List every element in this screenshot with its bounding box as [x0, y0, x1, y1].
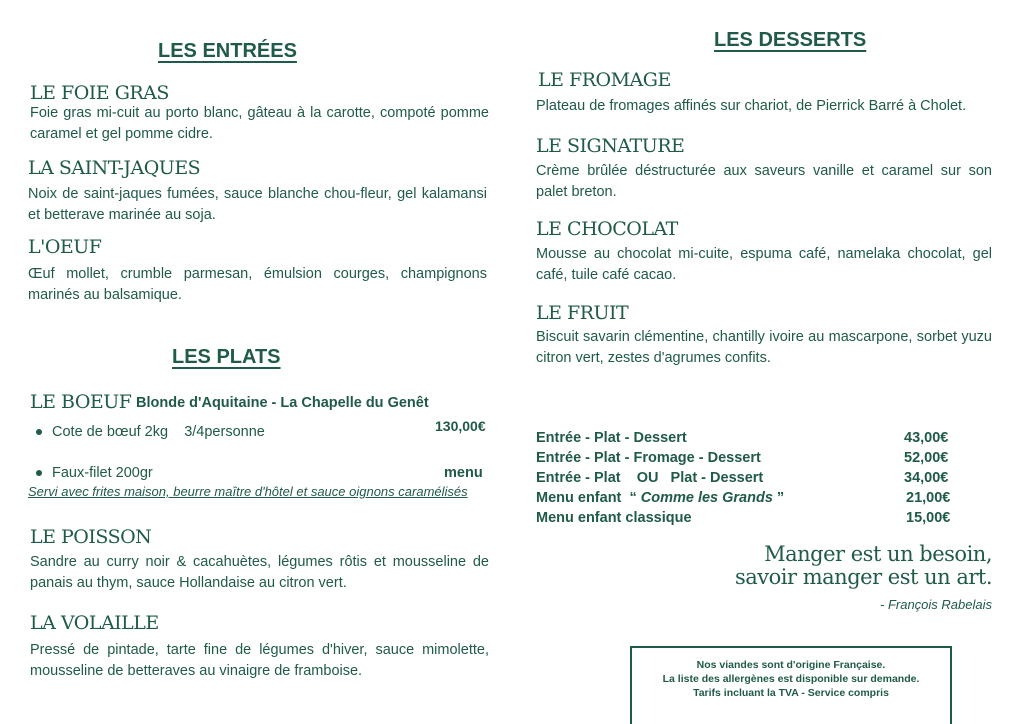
formula-price-4: 21,00€	[906, 490, 951, 506]
boeuf-served-with: Servi avec frites maison, beurre maître d'hôtel et sauce oignons caramélisés	[28, 484, 468, 499]
formula-label-1: Entrée - Plat - Dessert	[536, 430, 687, 446]
dish-title-saint-jaques: LA SAINT-JAQUES	[28, 157, 201, 179]
entrees-title: LES ENTRÉES	[158, 40, 297, 62]
quote-line-1: Manger est un besoin,	[764, 542, 992, 566]
dish-desc-saint-jaques: Noix de saint-jaques fumées, sauce blanche chou-fleur, gel kalamansi et betterave marinée au soja.	[28, 186, 487, 223]
quote-line-2: savoir manger est un art.	[735, 565, 992, 589]
boeuf-cut-1-portion: 3/4personne	[184, 424, 265, 440]
bullet-dot	[36, 470, 42, 476]
dish-title-signature: LE SIGNATURE	[536, 135, 685, 157]
formula-price-5: 15,00€	[906, 510, 951, 526]
dish-desc-foie-gras: Foie gras mi-cuit au porto blanc, gâteau à la carotte, compoté pomme caramel et gel pomme cidre.	[30, 105, 489, 142]
dish-title-oeuf: L'OEUF	[28, 236, 102, 258]
dish-title-boeuf: LE BOEUF	[30, 391, 132, 413]
bullet-dot	[36, 429, 42, 435]
info-line-3: Tarifs incluant la TVA - Service compris	[693, 687, 889, 699]
info-line-2: La liste des allergènes est disponible sur demande.	[662, 673, 920, 685]
formula-label-4-suffix: ”	[772, 490, 785, 506]
dish-desc-oeuf: Œuf mollet, crumble parmesan, émulsion courges, champignons marinés au balsamique.	[28, 266, 487, 303]
formula-price-1: 43,00€	[904, 430, 949, 446]
boeuf-cut-1-label: Cote de bœuf 2kg	[52, 424, 169, 440]
boeuf-cut-2-note: menu	[444, 465, 483, 481]
quote-author: - François Rabelais	[880, 597, 992, 612]
desserts-title: LES DESSERTS	[714, 29, 867, 51]
dish-desc-fruit: Biscuit savarin clémentine, chantilly ivoire au mascarpone, sorbet yuzu citron vert, zestes d'agrumes confits.	[536, 329, 992, 366]
formula-price-3: 34,00€	[904, 470, 949, 486]
dish-title-volaille: LA VOLAILLE	[30, 612, 159, 634]
dish-title-poisson: LE POISSON	[30, 526, 152, 548]
dish-title-foie-gras: LE FOIE GRAS	[30, 82, 169, 104]
formula-label-3: Entrée - Plat OU Plat - Dessert	[536, 470, 764, 486]
boeuf-cut-2	[36, 465, 153, 481]
dish-desc-volaille: Pressé de pintade, tarte fine de légumes d'hiver, sauce mimolette, mousseline de betteraves au vinaigre de framboise.	[30, 642, 489, 679]
plats-title: LES PLATS	[172, 346, 281, 368]
boeuf-cut-2-label: Faux-filet 200gr	[52, 465, 153, 481]
formula-label-4-prefix: Menu enfant “	[536, 490, 641, 506]
info-box	[630, 646, 952, 724]
formula-label-4-italic: Comme les Grands	[640, 490, 773, 506]
dish-title-fromage: LE FROMAGE	[538, 69, 671, 91]
dish-desc-signature: Crème brûlée déstructurée aux saveurs vanille et caramel sur son palet breton.	[536, 163, 992, 200]
dish-title-chocolat: LE CHOCOLAT	[536, 218, 678, 240]
formula-label-5: Menu enfant classique	[536, 510, 692, 526]
formula-label-4	[536, 490, 784, 506]
dish-desc-poisson: Sandre au curry noir & cacahuètes, légumes rôtis et mousseline de panais au thym, sauce Hollandaise au citron vert.	[30, 554, 489, 591]
formula-label-2: Entrée - Plat - Fromage - Dessert	[536, 450, 761, 466]
boeuf-cut-1	[36, 424, 265, 440]
boeuf-origin: Blonde d'Aquitaine - La Chapelle du Genêt	[136, 395, 429, 411]
dish-desc-chocolat: Mousse au chocolat mi-cuite, espuma café, namelaka chocolat, gel café, tuile café cacao.	[536, 246, 992, 283]
dish-title-fruit: LE FRUIT	[536, 302, 629, 324]
formula-price-2: 52,00€	[904, 450, 949, 466]
quote	[640, 543, 992, 589]
dish-desc-fromage: Plateau de fromages affinés sur chariot, de Pierrick Barré à Cholet.	[536, 98, 967, 114]
info-line-1: Nos viandes sont d'origine Française.	[696, 659, 886, 671]
boeuf-cut-1-price: 130,00€	[435, 418, 486, 434]
